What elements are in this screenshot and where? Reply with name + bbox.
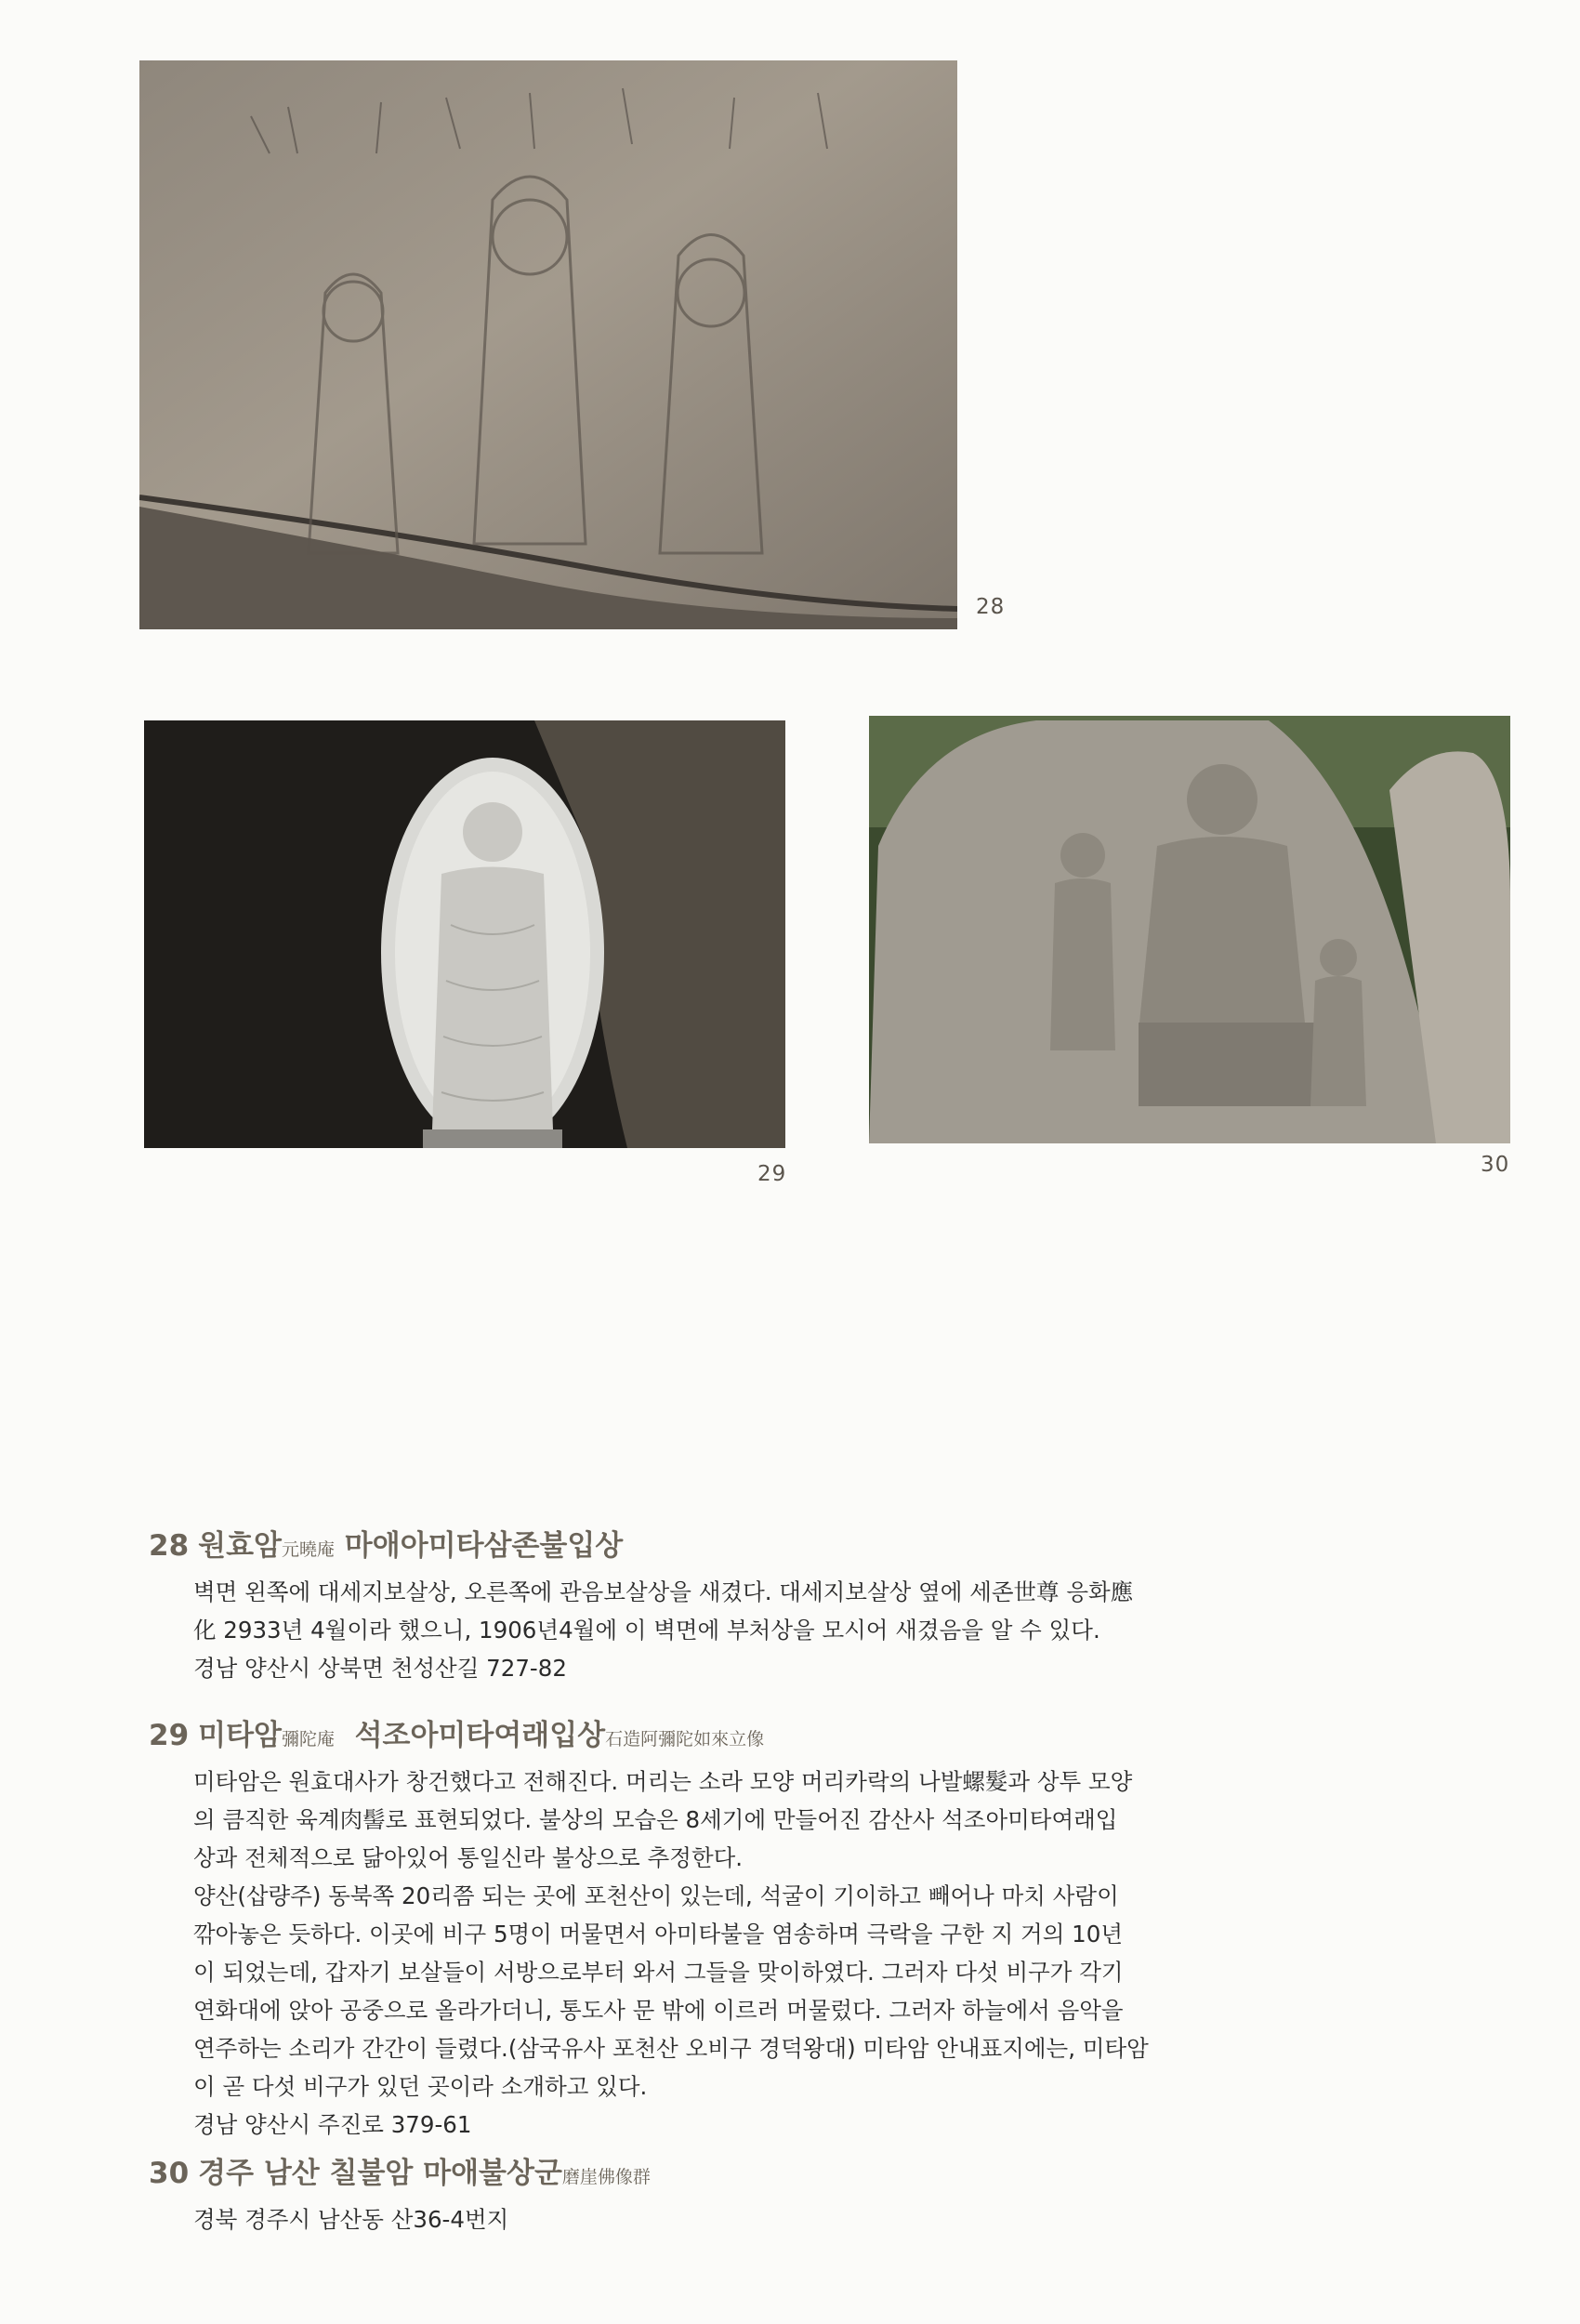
entry-29-body xyxy=(149,1763,1255,2144)
entry-29-line: 미타암은 원효대사가 창건했다고 전해진다. 머리는 소라 모양 머리카락의 나발螺髮과 상투 모양 xyxy=(193,1768,1133,1795)
photo-30-buddha-group xyxy=(869,716,1510,1143)
entry-29-line: 연주하는 소리가 간간이 들렸다.(삼국유사 포천산 오비구 경덕왕대) 미타암 안내표지에는, 미타암 xyxy=(193,2035,1149,2062)
figure-number-30: 30 xyxy=(1481,1153,1510,1177)
entry-29-line: 깎아놓은 듯하다. 이곳에 비구 5명이 머물면서 아미타불을 염송하며 극락을 구한 지 거의 10년 xyxy=(193,1921,1124,1948)
entry-30-name: 경주 남산 칠불암 xyxy=(198,2157,414,2190)
figure-number-29: 29 xyxy=(757,1162,787,1186)
entry-29-number: 29 xyxy=(149,1719,190,1752)
entry-30 xyxy=(149,2149,1255,2238)
entry-29-line: 상과 전체적으로 닮아있어 통일신라 불상으로 추정한다. xyxy=(193,1844,744,1871)
entry-29-name: 미타암 xyxy=(198,1719,282,1752)
entry-29-line: 연화대에 앉아 공중으로 올라가더니, 통도사 문 밖에 이르러 머물렀다. 그러자 하늘에서 음악을 xyxy=(193,1997,1124,2024)
photo-29-standing-buddha xyxy=(144,720,785,1148)
entry-29 xyxy=(149,1711,1255,2144)
photo-28-rock-carved-triad xyxy=(139,60,957,629)
entry-28-line: 化 2933년 4월이라 했으니, 1906년4월에 이 벽면에 부처상을 모시어 새겼음을 알 수 있다. xyxy=(193,1617,1100,1644)
entry-29-title-hanja: 石造阿彌陀如來立像 xyxy=(605,1729,765,1750)
entry-28-body xyxy=(149,1573,1255,1687)
entry-29-heading xyxy=(149,1711,1255,1753)
figure-number-28: 28 xyxy=(976,595,1006,619)
entry-28-name: 원효암 xyxy=(198,1529,282,1563)
entry-30-title-hanja: 磨崖佛像群 xyxy=(561,2167,651,2187)
entry-28-heading xyxy=(149,1522,1255,1564)
entry-29-line: 이 곧 다섯 비구가 있던 곳이라 소개하고 있다. xyxy=(193,2073,648,2100)
entry-29-name-hanja: 彌陀庵 xyxy=(281,1729,335,1750)
entry-30-body xyxy=(149,2200,1255,2238)
entry-29-line: 이 되었는데, 갑자기 보살들이 서방으로부터 와서 그들을 맞이하였다. 그러자 다섯 비구가 각기 xyxy=(193,1959,1124,1986)
entry-28 xyxy=(149,1522,1255,1687)
entry-29-line: 의 큼직한 육계肉髻로 표현되었다. 불상의 모습은 8세기에 만들어진 감산사 석조아미타여래입 xyxy=(193,1806,1118,1833)
entry-30-address: 경북 경주시 남산동 산36-4번지 xyxy=(193,2206,509,2233)
entry-30-title: 마애불상군 xyxy=(423,2157,562,2190)
entry-28-name-hanja: 元曉庵 xyxy=(281,1539,335,1560)
entry-29-title: 석조아미타여래입상 xyxy=(354,1719,606,1752)
entry-28-title: 마애아미타삼존불입상 xyxy=(344,1529,624,1563)
entry-29-line: 양산(삽량주) 동북쪽 20리쯤 되는 곳에 포천산이 있는데, 석굴이 기이하고 빼어나 마치 사람이 xyxy=(193,1882,1119,1909)
entry-30-number: 30 xyxy=(149,2157,190,2190)
entry-30-heading xyxy=(149,2149,1255,2191)
entry-28-number: 28 xyxy=(149,1529,190,1563)
entry-29-address: 경남 양산시 주진로 379-61 xyxy=(193,2111,472,2138)
entry-28-line: 벽면 왼쪽에 대세지보살상, 오른쪽에 관음보살상을 새겼다. 대세지보살상 옆에 세존世尊 응화應 xyxy=(193,1578,1134,1605)
entry-28-address: 경남 양산시 상북면 천성산길 727-82 xyxy=(193,1655,567,1682)
